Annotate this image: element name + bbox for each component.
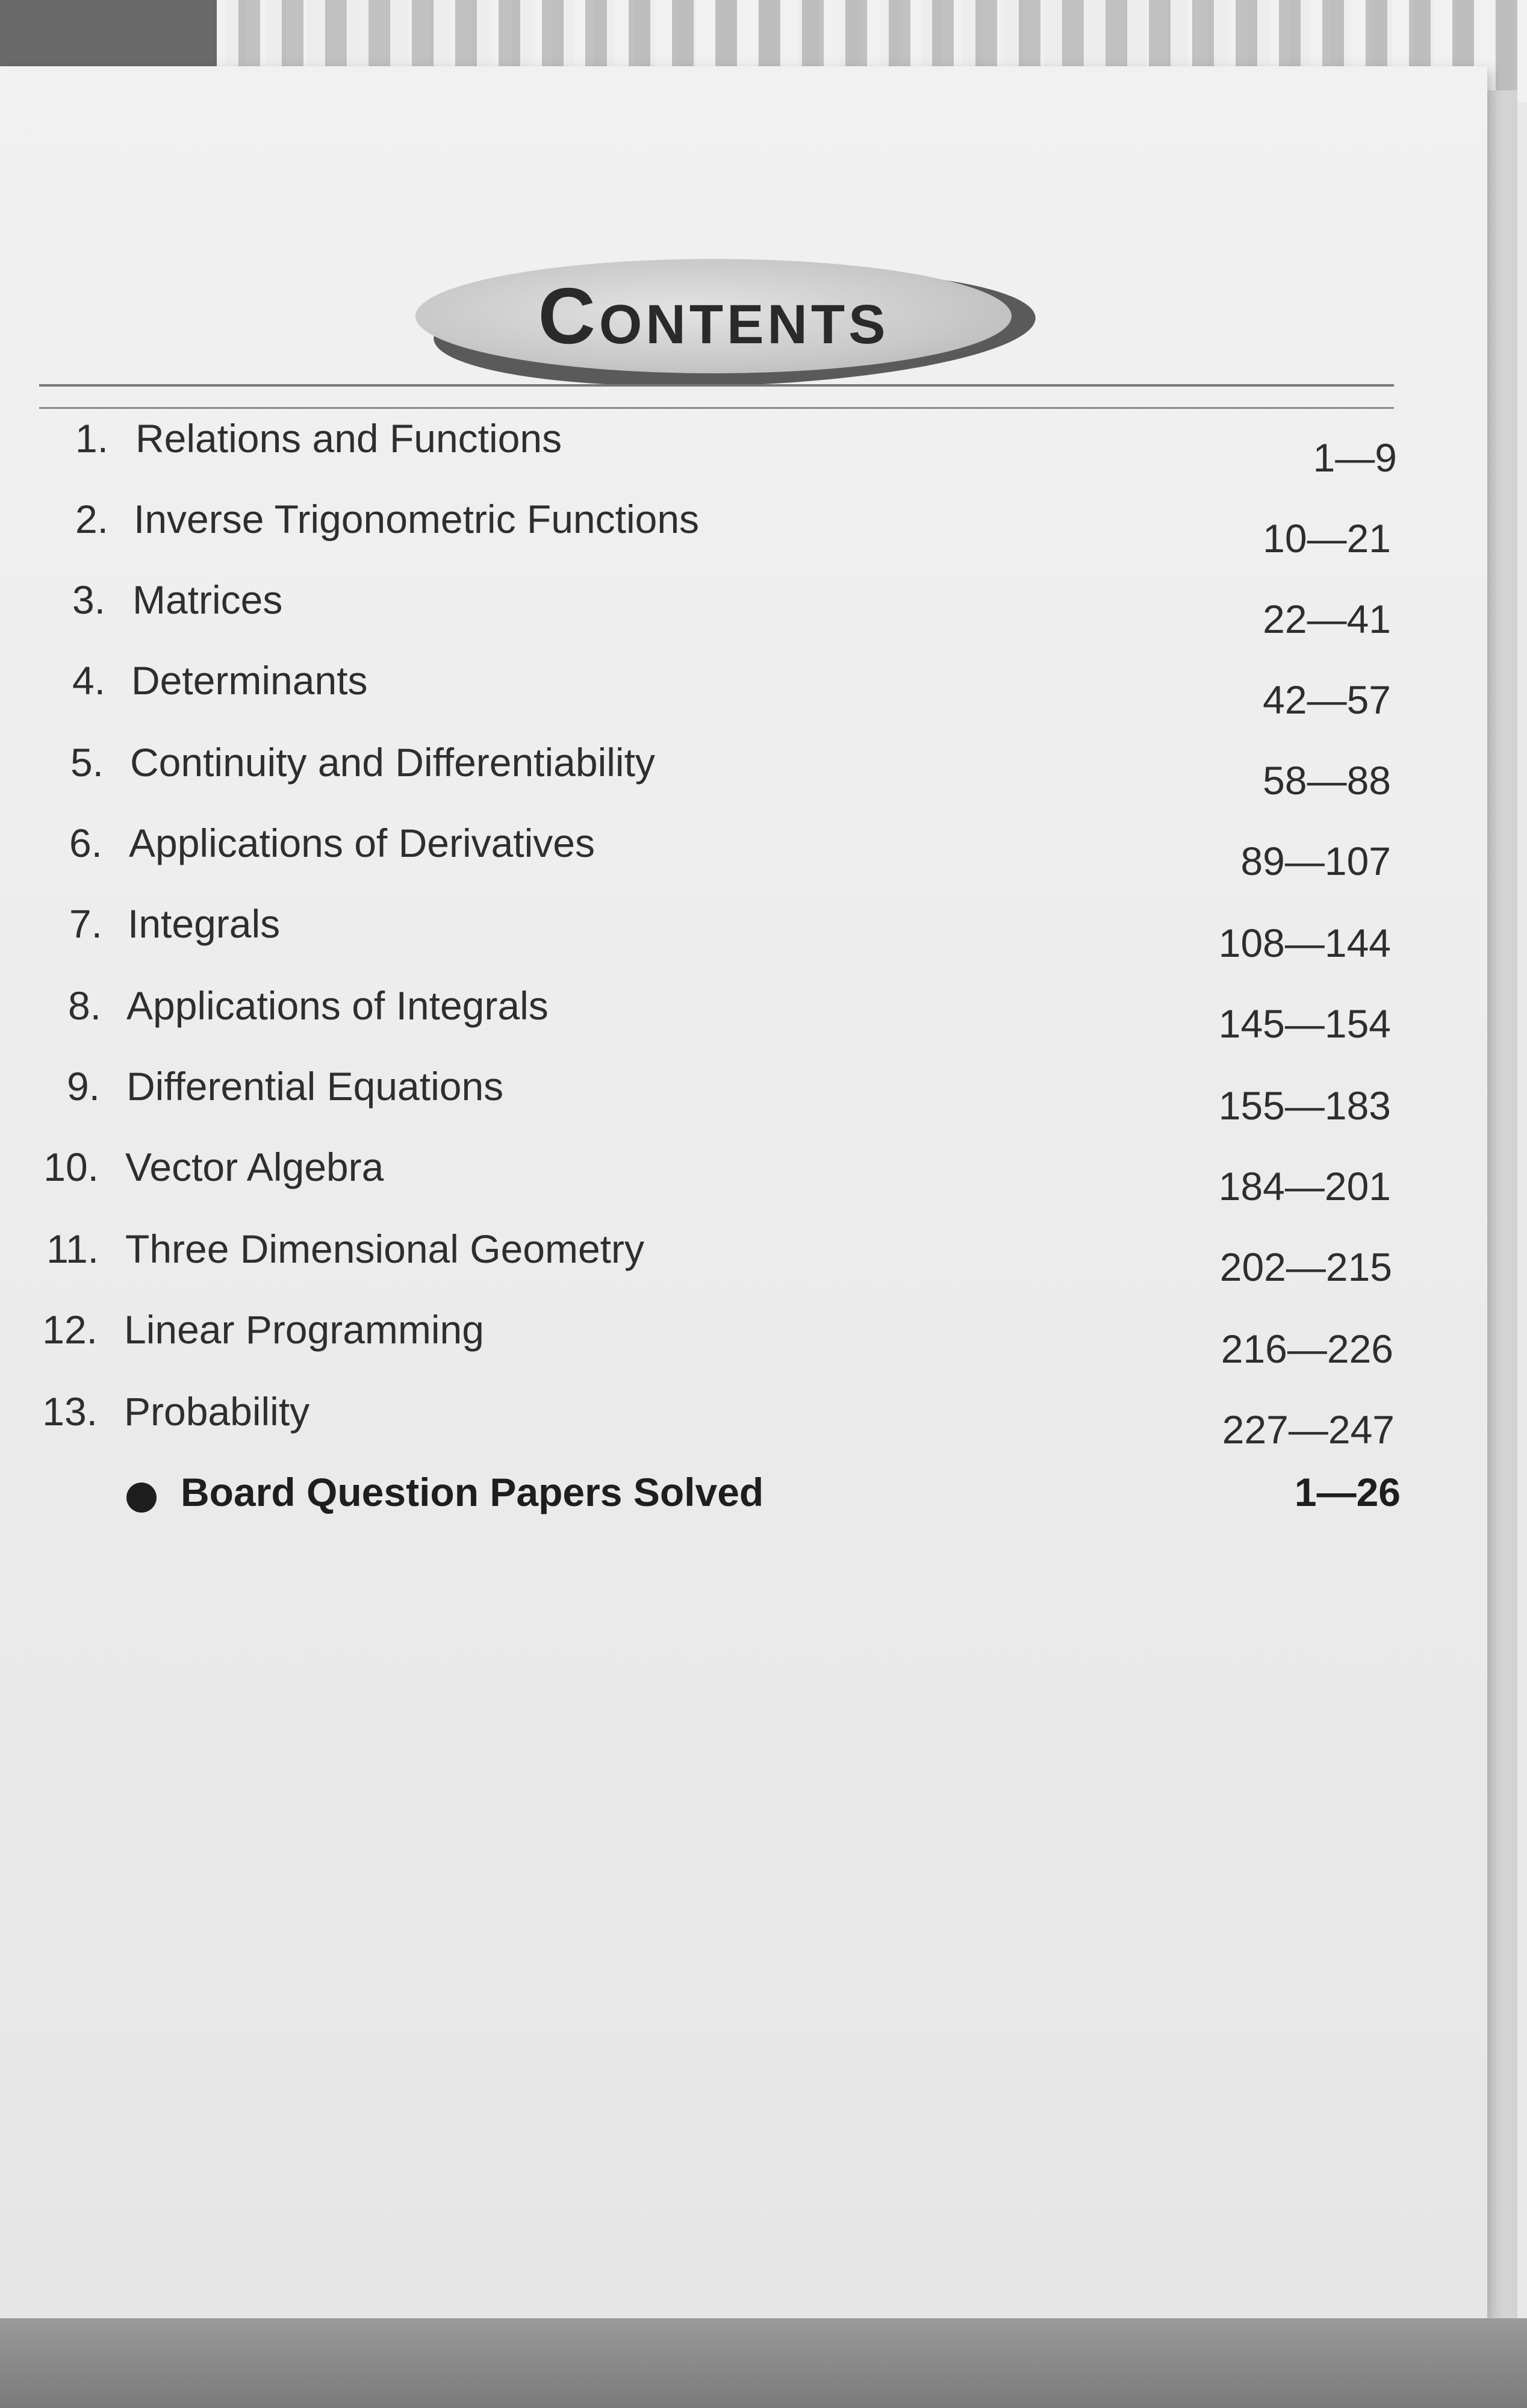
entry-title: Three Dimensional Geometry: [125, 1227, 644, 1271]
entry-title: Differential Equations: [126, 1064, 504, 1109]
entry-number: 9.: [66, 1064, 100, 1109]
entry-number: 12.: [42, 1307, 98, 1352]
entry-title: Matrices: [132, 577, 283, 622]
entry-number: 2.: [75, 497, 108, 541]
bottom-surface: [0, 2318, 1527, 2408]
entry-page-range: 145—154: [1218, 1001, 1391, 1046]
entry-page-range: 227—247: [1222, 1407, 1395, 1452]
entry-number: 6.: [69, 821, 102, 865]
entry-number: 8.: [67, 983, 101, 1028]
entry-page-range: 1—9: [1313, 435, 1397, 480]
entry-title: Determinants: [131, 658, 368, 703]
entry-page-range: 10—21: [1263, 516, 1391, 561]
entry-number: 3.: [72, 577, 105, 622]
entry-page-range: 155—183: [1218, 1083, 1391, 1128]
entry-page-range: 108—144: [1218, 921, 1391, 965]
entry-page-range: 1—26: [1294, 1470, 1401, 1514]
entry-number: 7.: [69, 901, 102, 946]
entry-number: 1.: [75, 416, 108, 461]
entry-page-range: 216—226: [1221, 1327, 1393, 1371]
entry-number: 10.: [43, 1145, 99, 1189]
entry-page-range: 202—215: [1219, 1245, 1392, 1289]
entry-title: Integrals: [128, 901, 281, 946]
title-rule-bottom: [39, 407, 1394, 409]
background-corner: [0, 0, 217, 66]
entry-number: 11.: [46, 1227, 99, 1271]
entry-title: Inverse Trigonometric Functions: [134, 497, 700, 541]
entry-title: Linear Programming: [124, 1307, 484, 1352]
title-badge: [415, 247, 1042, 397]
entry-number: 4.: [72, 658, 105, 703]
entry-title: Applications of Integrals: [126, 983, 549, 1028]
entry-page-range: 42—57: [1263, 677, 1391, 722]
filled-circle-icon: [126, 1482, 157, 1513]
entry-title: Applications of Derivatives: [129, 821, 596, 865]
entry-title: Vector Algebra: [125, 1145, 384, 1189]
entry-page-range: 89—107: [1240, 839, 1391, 883]
entry-page-range: 184—201: [1218, 1164, 1391, 1209]
entry-page-range: 58—88: [1263, 758, 1391, 803]
page-title: Contents: [538, 272, 889, 360]
entry-number: 13.: [42, 1389, 98, 1434]
entry-title: Board Question Papers Solved: [181, 1470, 764, 1514]
entry-page-range: 22—41: [1263, 597, 1391, 641]
entry-number: 5.: [70, 740, 104, 785]
contents-page: [0, 66, 1487, 2318]
title-rule-top: [39, 384, 1394, 387]
entry-title: Relations and Functions: [135, 416, 562, 461]
entry-title: Probability: [124, 1389, 310, 1434]
entry-title: Continuity and Differentiability: [130, 740, 655, 785]
